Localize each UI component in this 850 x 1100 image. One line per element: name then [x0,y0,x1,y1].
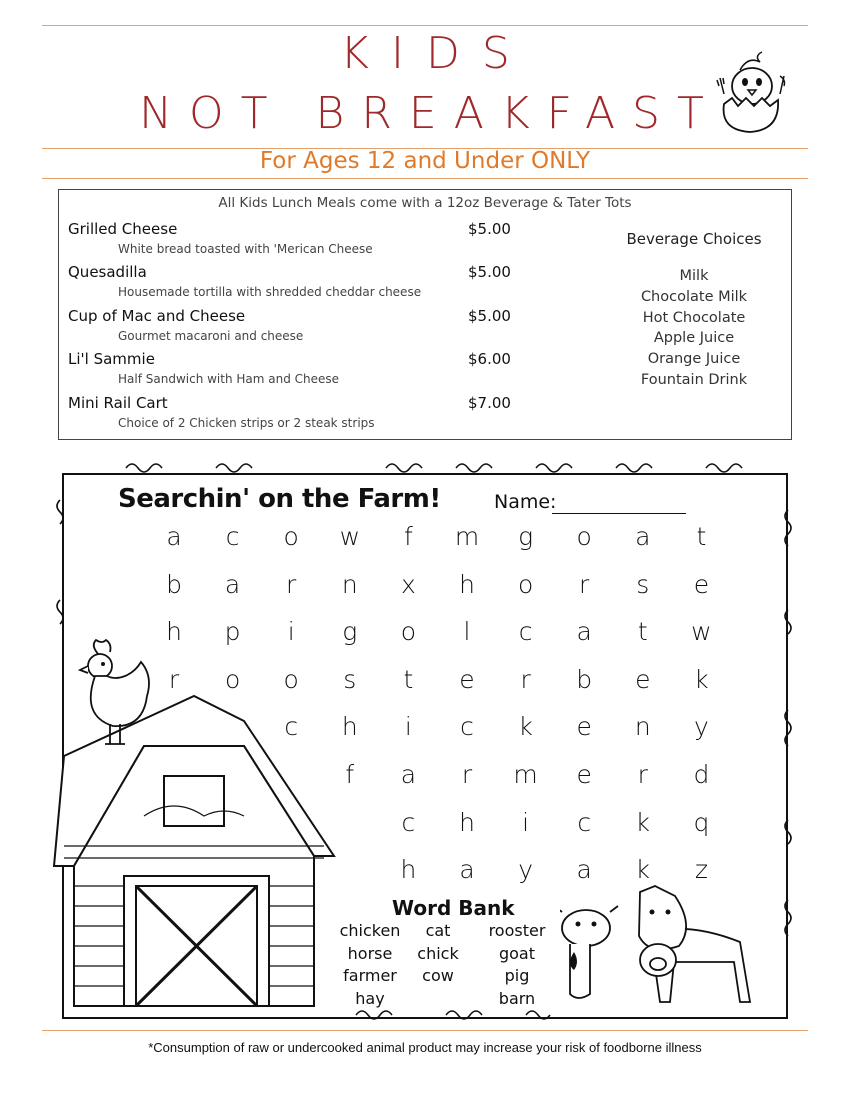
grid-letter[interactable]: l [463,617,471,647]
foodborne-disclaimer: *Consumption of raw or undercooked animal product may increase your risk of foodborne illness [148,1040,702,1055]
grid-letter[interactable]: w [339,522,361,551]
grid-letter[interactable]: i [522,807,530,837]
word-bank-word: rooster [488,921,546,940]
menu-item-price: $6.00 [468,350,511,368]
top-rule [42,25,808,26]
grid-letter[interactable]: s [343,664,357,694]
menu-item-price: $7.00 [468,394,511,412]
grid-letter[interactable]: i [404,712,412,742]
grid-letter[interactable]: e [576,760,592,789]
grid-letter[interactable]: o [283,522,299,551]
word-bank-word: barn [498,988,536,1008]
title-kids: KIDS [340,28,532,79]
grid-letter[interactable]: a [635,522,651,551]
menu-item-desc: White bread toasted with 'Merican Cheese [118,242,373,256]
grid-letter[interactable]: t [637,617,648,647]
grid-letter[interactable]: e [635,664,651,694]
grid-letter[interactable]: h [166,617,182,647]
word-bank-word: cat [425,921,451,940]
word-bank-word: hay [355,988,385,1008]
grid-letter[interactable]: c [401,807,416,837]
menu-item-name: Grilled Cheese [68,220,178,238]
grid-letter[interactable]: o [576,522,592,551]
grid-letter[interactable]: k [694,664,709,694]
menu-item-price: $5.00 [468,263,511,281]
grid-letter[interactable]: p [224,617,241,647]
grid-letter[interactable]: c [577,807,592,837]
grid-letter[interactable]: s [636,569,650,599]
grid-letter[interactable]: t [696,522,707,551]
chick-in-egg-icon [716,40,788,138]
grid-letter[interactable]: f [345,760,355,789]
menu-item-name: Li'l Sammie [68,350,155,368]
menu-item [68,350,528,386]
beverage-list [599,268,789,393]
grid-letter[interactable]: i [287,617,295,647]
menu-item-desc: Gourmet macaroni and cheese [118,329,304,343]
grid-letter[interactable]: a [576,855,592,885]
word-bank-word: cow [422,966,454,985]
grid-letter[interactable]: a [166,522,182,551]
menu-item-name: Cup of Mac and Cheese [68,307,246,325]
name-label: Name: [494,491,557,513]
grid-letter[interactable]: g [342,617,358,647]
grid-letter[interactable]: k [518,712,533,742]
grid-letter[interactable]: r [520,664,531,694]
grid-letter[interactable]: a [224,569,241,599]
grid-letter[interactable]: e [459,664,475,694]
grid-letter[interactable]: q [693,807,710,837]
kids-menu-box [58,189,792,440]
grid-letter[interactable]: r [579,569,590,599]
word-bank-title: Word Bank [392,896,515,920]
grid-letter[interactable]: o [400,617,417,647]
grid-letter[interactable]: c [460,712,474,742]
grid-letter[interactable]: n [634,712,651,742]
beverage-item: Chocolate Milk [640,288,748,305]
menu-item [68,220,528,256]
rooster-icon [70,636,165,751]
grid-letter[interactable]: c [225,522,240,551]
grid-letter[interactable]: h [459,569,475,599]
grid-letter[interactable]: g [518,522,534,551]
grid-letter[interactable]: y [693,712,709,742]
bottom-rule [42,1030,808,1031]
word-bank-word: farmer [343,966,397,985]
grid-letter[interactable]: z [694,855,708,885]
menu-item [68,394,528,430]
grid-letter[interactable]: h [400,855,417,885]
grid-letter[interactable]: k [635,855,651,885]
grid-letter[interactable]: k [635,807,651,837]
menu-item [68,263,528,299]
grid-letter[interactable]: e [576,712,592,742]
grid-letter[interactable]: y [518,855,533,885]
beverage-item: Hot Chocolate [642,309,746,326]
word-bank-word: goat [498,943,536,963]
word-bank-word: pig [504,966,530,985]
grid-letter[interactable]: r [168,664,180,694]
grid-letter[interactable]: r [461,760,473,789]
grid-letter[interactable]: r [637,760,648,789]
grid-letter[interactable]: a [576,617,592,647]
word-bank-word: horse [347,943,393,963]
grid-letter[interactable]: t [403,664,414,694]
grid-letter[interactable]: n [341,569,358,599]
menu-item-name: Quesadilla [68,263,147,281]
grid-letter[interactable]: e [693,569,710,599]
beverage-choices-title: Beverage Choices [626,230,762,248]
beverage-item: Milk [679,268,709,284]
grid-letter[interactable]: b [166,569,182,599]
grid-letter[interactable]: x [400,569,416,599]
grid-letter[interactable]: r [286,569,297,599]
title-not-breakfast: NOT BREAKFAST [139,88,721,139]
beverage-item: Fountain Drink [640,371,748,388]
grid-letter[interactable]: o [283,664,299,694]
beverage-item: Apple Juice [653,330,735,347]
grid-letter[interactable]: f [403,522,413,551]
grid-letter[interactable]: c [518,617,533,647]
word-bank-word: chick [417,943,459,963]
menu-item-price: $5.00 [468,307,511,325]
word-bank-word: chicken [339,921,401,940]
menu-item-desc: Housemade tortilla with shredded cheddar cheese [118,285,422,299]
grid-letter[interactable]: o [224,664,241,694]
grid-letter[interactable]: h [459,807,475,837]
menu-item-desc: Choice of 2 Chicken strips or 2 steak strips [118,416,375,430]
grid-letter[interactable]: a [459,855,475,885]
grid-letter[interactable]: c [284,712,299,742]
word-search-title: Searchin' on the Farm! [118,484,441,514]
menu-item-desc: Half Sandwich with Ham and Cheese [118,372,340,386]
grid-letter[interactable]: h [341,712,358,742]
name-field-line[interactable] [552,513,686,514]
menu-item-name: Mini Rail Cart [68,394,168,412]
beverage-item: Orange Juice [647,351,741,368]
grid-letter[interactable]: a [400,760,417,789]
grid-letter[interactable]: m [454,522,480,551]
grid-letter[interactable]: w [691,617,712,647]
grid-letter[interactable]: o [517,569,534,599]
grid-letter[interactable]: m [513,760,538,789]
subtitle-rule [42,178,808,179]
farm-animals-illustration [560,882,770,1012]
menu-note: All Kids Lunch Meals come with a 12oz Beverage & Tater Tots [218,195,632,211]
grid-letter[interactable]: d [693,760,710,789]
age-subtitle: For Ages 12 and Under ONLY [259,148,591,174]
menu-item-price: $5.00 [468,220,511,238]
menu-item [68,307,528,343]
grid-letter[interactable]: b [576,664,593,694]
